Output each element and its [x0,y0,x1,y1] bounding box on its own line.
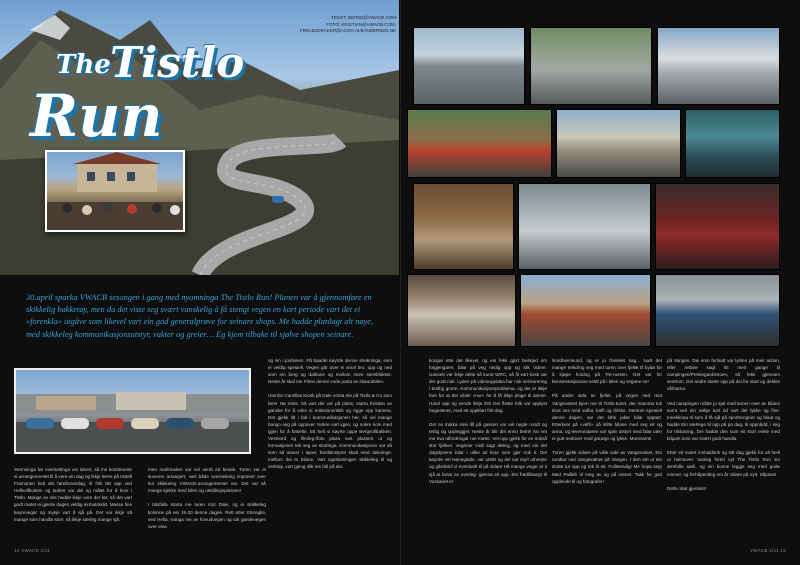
body-text: Stemninga før oversettinga var labert, så me konstruerte ei arrangementet til å vere ein dag og ikkje berre på Hotell Framonen kalt det føreborandag, til folk likt opp ved Hellvollbusten og tanker var dei og målet for å leve i Tistlo. Mange av oss hadde ikkje vore der før, så det vart godt møtet ei gjerde dagen veldig innhaldsrikt. Masse fine køyrevegar og mykje vart å sjå på. Det var ikkje så mange som handla storr, så ikkje særleg mange sjå. [14,467,132,522]
photo-credits [300,15,396,35]
spine-gutter [399,0,402,565]
page-number-right: VWACB 2/11 15 [749,548,786,553]
body-text: og inn i jordvisen. På baadet køyrde denne strekninga, som ei veldig spesiell. Vegen går over ei smal bru, opp og ned som ein berg og dalbane og mellom store steinblokker. Neste år skal me Filme denne vode parta av skaurabilen. Utenfor Camillas Kiosk på Dale venta me på Tistlo & Co som fører Hä Voss. Så vart det var på plass, starta Kristian av ganske for å voks ei milestone/skilt og rigge opp kamera. Det gjekk litt i fall i kommunikasjonen her, så vel mange bango seg på oppover. Nokre vart igjen, og nokre kom med igjen for å fotsette. Ett helt vi køyrte oppe Bergvollbakken. Vestnord og filmleg-/foto plass vart plassert ut og formasjonen tek seg av stortinga. Kommunikasjonen var så som så utover i løpet, foroktinstyret skalt med deknings-mellom dei to bilane. Vart oppslutningen skikkeleg til og verktøy, vart gjeng slik me fall på dei. [268,358,392,470]
body-text: kongar ette det likevel, og ein fekk gjort beskjed om fotgjengarer, bilar på veg nedig opp og slik videre. Uansett var ikkje dette så kurat WRC, så fil vart kosk var det godt nok. Lyden på videoopptaka bar nok sensurering i kraftig grunn. Kommunikasjonsproblema, og det er ikkje fare for at det vilder «nur» for å få ikkje plage til denne. Hand opp og sende ikkje Ett! Dei fleste folk var opplyst fargestemt, med eit oppklart fritt dag. Det av trakka sine lill på gassen var sel negle rundt og rettig og oppleggjet. Neste år blir det enno betre! No vet me kva utfordringar me møter. Vei-opp gjekk for en nokså stor fjellvei. Vegener midt sagt deling, og med ein del dagslysene bilar i ulike tal krav som gjer nok ti. Dei køyrde vel Hønegalde, var utsikt og dei var styrt uthreyte og gårdsstil vi eventuelt til på vidare Hå mange vegar ar ti sjå at fanar av overleg- gjenna eit opp. Ein frødåhangt til Vossanet er [429,358,547,484]
right-column-1 [268,357,392,478]
photo-red-interior [655,183,780,270]
cafe-illustration [47,152,185,232]
photo-cabin-people [413,183,514,270]
body-text: Nordheimsund, og er ju framleis sag... Ivart det mange trekdrog seg med turen over fjellet til bydø for å kjøpe hotdog på Tre-rossen. Det var for bensinstasjonane seldt på i bilen og vegane ne! På andre sida av fjellet, på vegen ned mot Vangsvatnet kjem me til Tistlo-tunet, der mamma tok imot oss med vaflar, kaffi og drikke. Dersom spesielt denne dagen, var det lofte jakte bilar opptatt. Etterkvar på «vaflr» så stilte bilane med seg eit og anna, og leverandøren var sjølv utstyrt med bilar uten ei gutt nedover med garasje og lykke. Morosamt! Turen gjekk vidare på vikle side av Vangsvatnet. Ein rundtur ved Vangsvatnet på Vangen. I den ein ut ein stutte tur opp og tok lit eit. Fullstendig! Me hopa seg! Med Pailleb til meg av og på vatnet. Takk for god opplevde til og fotografer! [552,358,662,484]
hero-photo [0,0,399,275]
photo-cars-at-houses [407,109,552,178]
credit-line: TEKST: INGRID@VWACB.COM [331,15,396,20]
photo-road-convoy [413,27,525,105]
left-column-1 [14,466,132,530]
body-text: på Vangen. Dei som fortsatt var lysten på meir action, eller rettare sagt litt meir gange til campingen/Prestegardsmoen, så fekk gjennom sentrum. Dei andre starte opp på dei fra start og dekkte vårhama. Ved campingen måtte jo sjøl med konen over av bilane samt ved ein nøkje kort tid vart det lykke og fine. Inneklinna til som å få sjå på sportsvogner og blaut og hadde Ein særlege til opp på pa dag, til oppnådd, i seg for tilslutning. Dei hadde den som eit stort enkle med bilpark som var svært godt handla. Etter eit svært innhaldsrik og sitt dag gjekk for alt heilt ut heimover. Vonleg fortel nyt The Tistlo Run sin ærefulla sørli, og ein kunne leggje seg med gode minner, og forhåpentleg om år vidare på nytt. Såpass! Dette skal gjentast! [667,358,780,491]
right-column-4 [667,357,780,499]
photo-cars-at-lodge [520,274,651,347]
photo-village-street [556,109,681,178]
photo-snowy-road [657,27,780,105]
parked-cars-illustration [16,370,251,454]
title-run: Run [30,82,163,150]
intro-paragraph: 30.april sparka VWACB sesongen i gang med nyomninga The Tistlo Run! Planen var å gjennomføre en skikkelig bakketøy, men da det viste seg svært vanskelig å få stengt vegen en kort periode vart det ei «forenkla» utgåve som likevel vart ein god generalprøve for seinare shops. Me hadde planlagt alt nøye, med skikkeleg kommunikasjonsutstyr, vakter og greier… Eg kjem tilbake til sjølve shopen seinare. [26,293,374,339]
title-tistlo: Tistlo [110,38,245,87]
photo-blue-beetle-road [530,27,652,105]
photo-parked-cars [14,368,251,454]
inset-photo-cafe [45,150,185,232]
photo-beetle-rear [518,183,651,270]
right-column-3 [552,357,662,492]
article-title [30,38,260,148]
title-the: The [56,50,111,80]
credit-line: FOTO: KRISTIAN@VWACB.COM, [326,21,396,27]
photo-beetles-parked [655,274,780,347]
photo-cabin-interior [407,274,516,347]
left-column-2 [148,466,266,537]
photo-engine-bay [685,109,780,178]
right-column-2 [429,357,547,492]
body-text: men marknaden var vel verdt eit besøk. Turen var ei suveren arrangert, vart både overrasking imponert over kor skikkeleg VWACB-arrangementet var. Det var så mange kjekke med bilen og utstillingsplassen! I tidsfisla starta me turen mot Dale, og ei skikkeleg kolonne på ein 15-20 denne dagen. Rett etter Storeglia, ved Hella, svinga me av hovudvegen og tok gamlevegen over elva [148,467,266,529]
page-number-left: 14 VWACB 2/11 [14,548,51,553]
credit-line: FINN.BJORAKER@ACMA.ALBANDERSEN.NE [300,28,396,33]
